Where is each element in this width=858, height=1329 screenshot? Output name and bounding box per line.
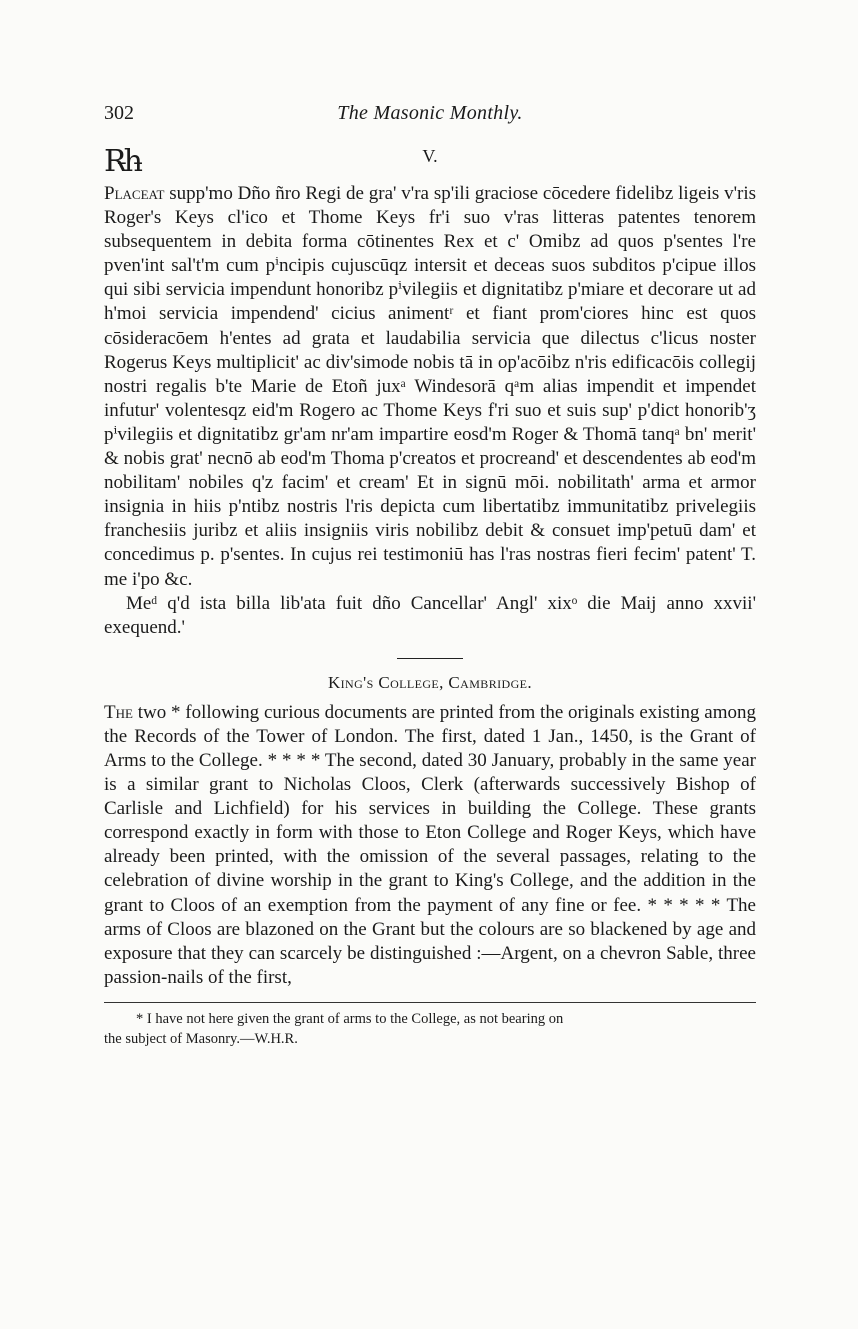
petition-lead-word: Placeat bbox=[104, 183, 165, 204]
section-divider bbox=[397, 658, 463, 659]
kings-college-heading: King's College, Cambridge. bbox=[327, 672, 533, 692]
section-header bbox=[104, 144, 756, 182]
page-number: 302 bbox=[104, 102, 134, 124]
book-page bbox=[104, 100, 756, 1049]
running-head bbox=[104, 100, 756, 130]
kings-college-body: two * following curious documents are printed from the originals existing among the Records of the Tower of London. The first, dated 1 Jan., 1450, is the Grant of Arms to the College. * * * * The second, dated 30 January, probably in the same year is a similar grant to Nicholas Cloos, Clerk (afterwards successively Bishop of Carlisle and Lichfield) for his services in building the College. These grants correspond exactly in form with those to Eton College and Roger Keys, which have already been printed, with the omission of the several passages, relating to the celebration of divine worship in the grant to King's College, and the addition in the grant to Cloos of an exemption from the payment of any fine or fee. * * * * * The arms of Cloos are blazoned on the Grant but the colours are so blackened by age and exposure that they can scarcely be distinguished :—Argent, on a chevron Sable, three passion-nails of the first, bbox=[104, 701, 756, 988]
footnote-line-1: * I have not here given the grant of arms to the College, as not bearing on bbox=[136, 1010, 564, 1027]
footnote-line-2: the subject of Masonry.—W.H.R. bbox=[104, 1030, 298, 1047]
journal-title: The Masonic Monthly. bbox=[337, 102, 523, 124]
petition-paragraph bbox=[104, 182, 756, 592]
petition-body: supp'mo Dño ñro Regi de gra' v'ra sp'ili graciose cōcedere fidelibz ligeis v'ris Roger's Keys cl'ico et Thome Keys fr'i suo v'ras litteras patentes tenorem subsequentem in debita forma cōtinentes Rex et c' Omibz ad quos p'sentes l're pven'int sal't'm cum pⁱncipis cujuscūqz intersit et deceas suos subditos p'cipue illos qui sibi servicia impendunt honoribz pⁱvilegiis et dignitatibz p'miare et decorare ut ad h'moi servicia impendend' cicius animentʳ et fiant prom'ciores hinc est quos cōsideracōem h'entes ad grata et laudabilia servicia que dilectus c'licus noster Rogerus Keys multiplicit' ac div'simode nobis tā in op'acōibz n'ris edificacōis collegij nostri regalis b'te Marie de Etoñ juxᵃ Windesorā qᵃm alias impendit et impendet infutur' volentesqz eid'm Rogero ac Thome Keys f'ri suo et suis sup' p'dict honorib'ʒ pⁱvilegiis et dignitatibz gr'am nr'am impartire eosd'm Roger & Thomā tanqᵃ bn' merit' & nobis grat' necnō ab eod'm Thoma p'creatos et procreand' et descendentes ab eod'm nobilitam' nobiles q'z facim' et cream' Et in signū mōi. nobilitath' arma et armor insignia in hiis p'ntibz nostris l'ris depicta cum libertatibz immunitatibz privelegiis franchesiis juribz et aliis insigniis viris nobilibz debit & consuet imp'petuū dam' et concedimus p. p'sentes. In cujus rei testimoniū has l'ras nostras fieri fecim' patent' T. me i'po &c. bbox=[104, 183, 756, 590]
memorandum-paragraph: Meᵈ q'd ista billa lib'ata fuit dño Cancellar' Angl' xixᵒ die Maij anno xxvii' exequend.' bbox=[104, 592, 756, 638]
kings-college-lead-word: The bbox=[104, 701, 133, 723]
rh-mark: R̵h̵ bbox=[104, 144, 140, 179]
footnote bbox=[104, 1003, 756, 1049]
kings-college-paragraph bbox=[104, 701, 756, 990]
section-numeral: V. bbox=[422, 146, 438, 166]
